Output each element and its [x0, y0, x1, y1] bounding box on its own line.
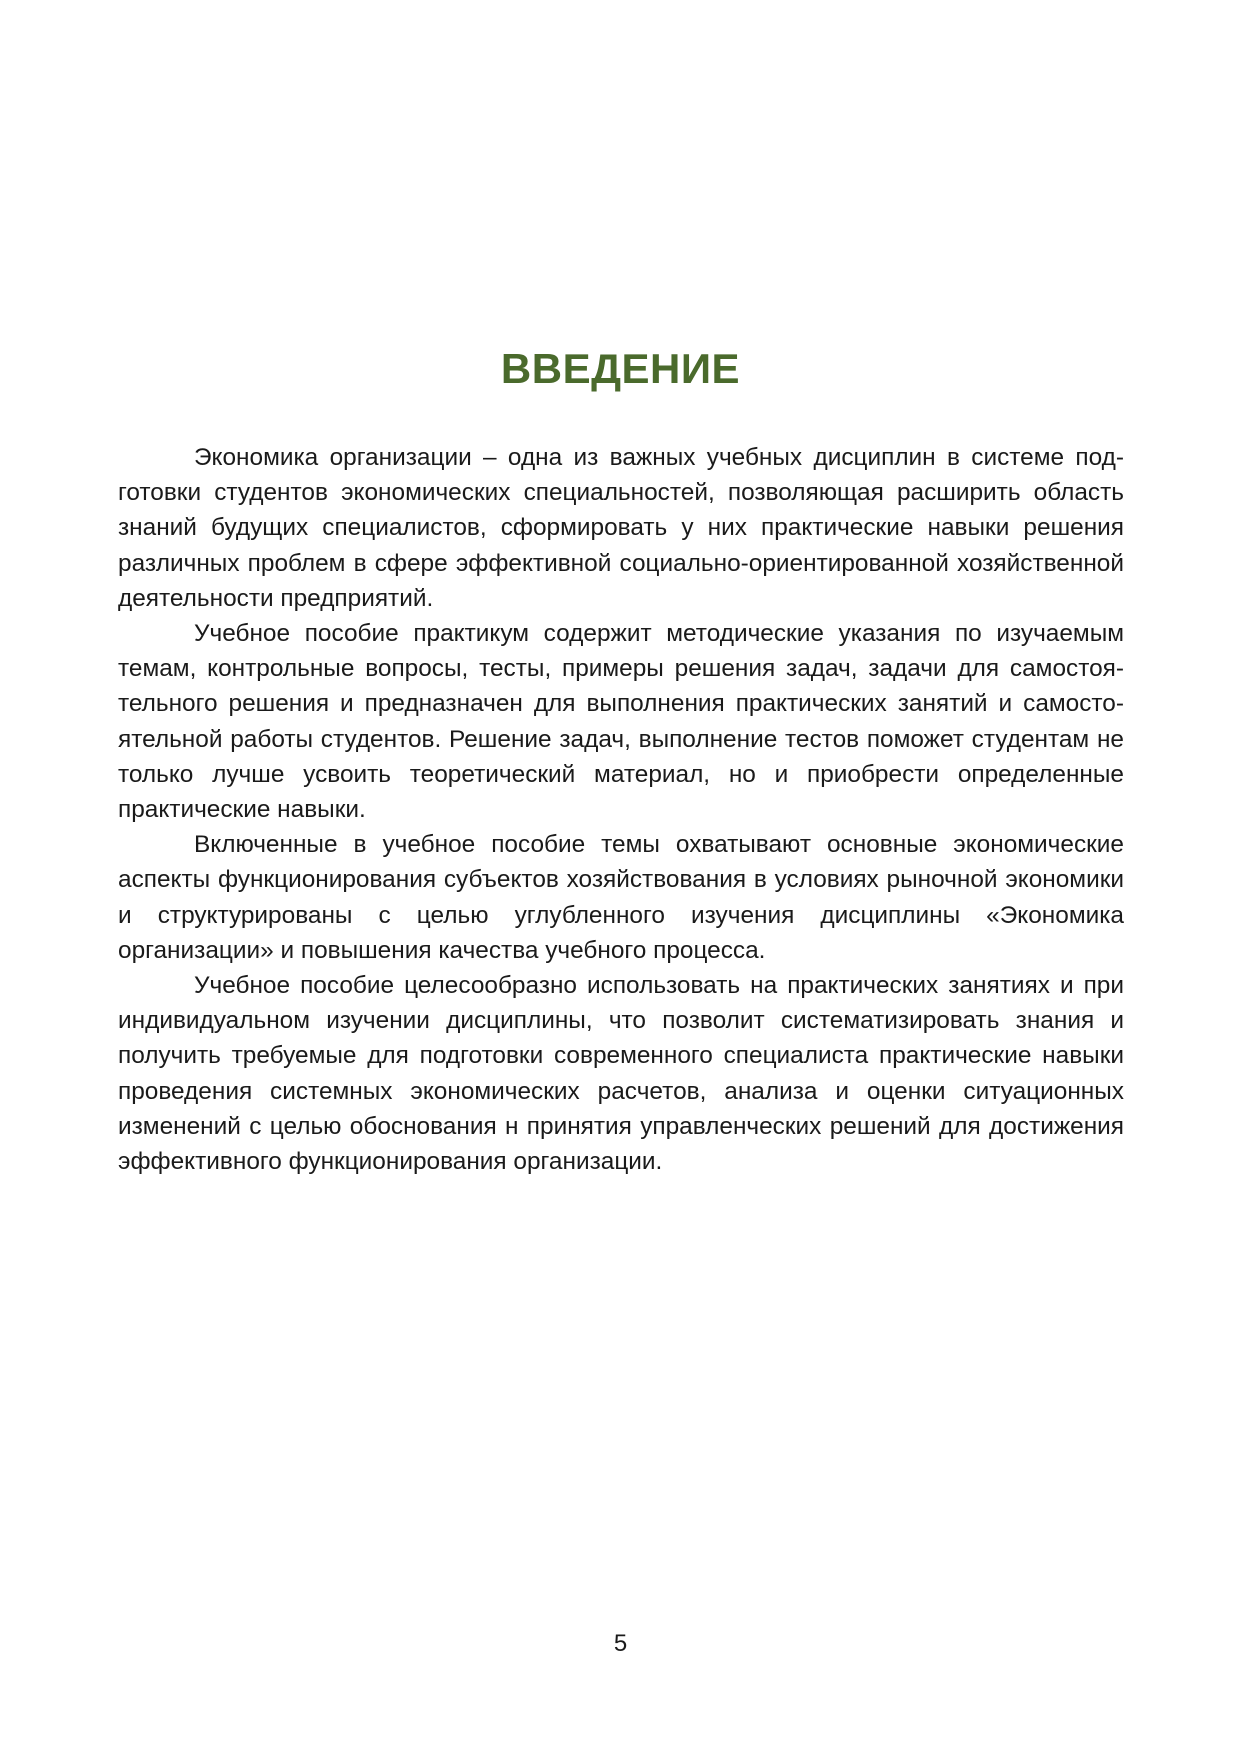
body-text [118, 440, 1124, 1179]
paragraph-3: Включенные в учебное пособие темы охватывают основные экономические аспекты функционирования субъектов хозяйствования в условиях рыночной экономики и структурированы с целью углубленного изучения дисциплины «Экономика организации» и повышения качества учебного процесса. [118, 831, 1124, 964]
paragraph-1: Экономика организации – одна из важных учебных дисциплин в системе подготовки студентов экономических специальностей, позволяющая расширить область знаний будущих специалистов, сформировать у них практические навыки решения различных проблем в сфере эффективной социально-ориентированной хозяйственной деятельности предприятий. [118, 444, 1124, 612]
paragraph-2: Учебное пособие практикум содержит методические указания по изучаемым темам, контрольные вопросы, тесты, примеры решения задач, задачи для самостоятельного решения и предназначен для выполнения практических занятий и самостоятельной работы студентов. Решение задач, выполнение тестов поможет студентам не только лучше усвоить теоретический материал, но и приобрести определенные практические навыки. [118, 620, 1124, 824]
page-number: 5 [613, 1630, 628, 1657]
page-title: ВВЕДЕНИЕ [500, 345, 741, 392]
paragraph-4: Учебное пособие целесообразно использовать на практических занятиях и при индивидуальном изучении дисциплины, что позволит систематизировать знания и получить требуемые для подготовки современного специалиста практические навыки проведения системных экономических расчетов, анализа и оценки ситуационных изменений с целью обоснования н принятия управленческих решений для достижения эффективного функционирования организации. [118, 972, 1124, 1176]
